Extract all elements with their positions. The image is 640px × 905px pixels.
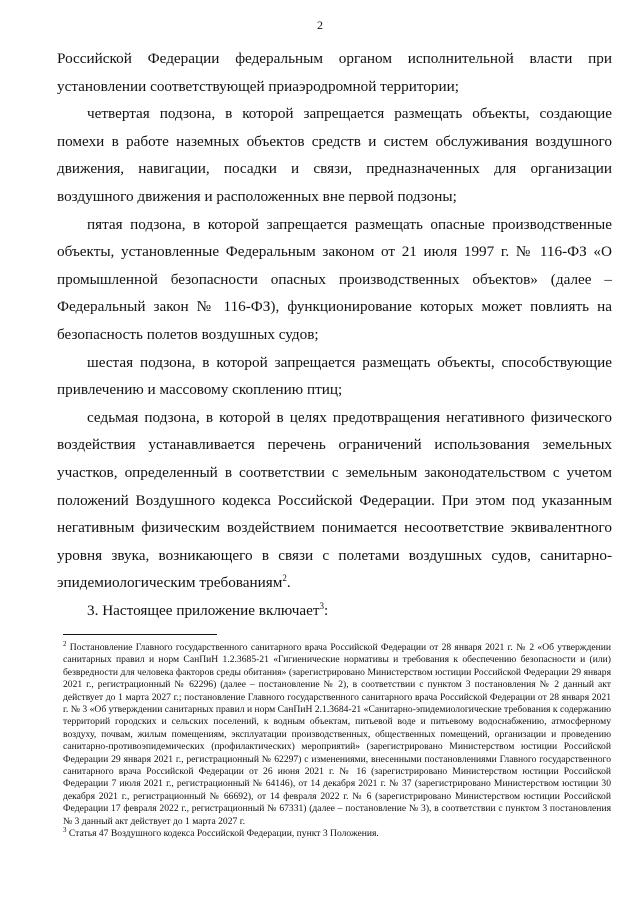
paragraph-text: седьмая подзона, в которой в целях предотвращения негативного физического воздействия устанавливается перечень ограничений использования земельных участков, определенный в соответствии с земельным законодательством с учетом положений Воздушного кодекса Российской Федерации. При этом под указанным негативным физическим воздействием понимается несоответствие эквивалентного уровня звука, возникающего в связи с полетами воздушных судов, санитарно-эпидемиологическим требованиям: [57, 408, 612, 592]
footnote: [63, 825, 611, 840]
footnote-text: Постановление Главного государственного санитарного врача Российской Федерации от 28 января 2021 г. № 2 «Об утверждении санитарных правил и норм СанПиН 1.2.3685-21 «Гигиенические нормативы и требования к обеспечению безопасности и (или) безвредности для человека факторов среды обитания» (зарегистрировано Министерством юстиции Российской Федерации 29 января 2021 г., регистрационный № 62296) (далее – постановление № 2), в соответствии с пунктом 3 постановления № 2 данный акт действует до 1 марта 2027 г.; постановление Главного государственного санитарного врача Российской Федерации от 28 января 2021 г. № 3 «Об утверждении санитарных правил и норм СанПиН 2.1.3684-21 «Санитарно-эпидемиологические требования к содержанию территорий городских и сельских поселений, к водным объектам, питьевой воде и питьевому водоснабжению, атмосферному воздуху, почвам, жилым помещениям, эксплуатации производственных, общественных помещений, организации и проведению санитарно-противоэпидемических (профилактических) мероприятий» (зарегистрировано Министерством юстиции Российской Федерации 29 января 2021 г., регистрационный № 62297) с изменениями, внесенными постановлениями Главного государственного санитарного врача Российской Федерации от 26 июня 2021 г. № 16 (зарегистрировано Министерством юстиции Российской Федерации 7 июля 2021 г., регистрационный № 64146), от 14 декабря 2021 г. № 37 (зарегистрировано Министерством юстиции 30 декабря 2021 г., регистрационный № 66692), от 14 февраля 2022 г. № 6 (зарегистрировано Министерством юстиции Российской Федерации 17 февраля 2022 г., регистрационный № 67331) (далее – постановление № 3), в соответствии с пунктом 3 постановления № 3 данный акт действует до 1 марта 2027 г.: [63, 642, 611, 827]
paragraph-continuation: [57, 45, 612, 100]
footnote-separator: [63, 634, 217, 635]
paragraph-text: Российской Федерации федеральным органом исполнительной власти при установлении соответствующей приаэродромной территории;: [57, 50, 612, 95]
body-text: [57, 45, 612, 624]
paragraph-sixth-subzone: [57, 349, 612, 404]
paragraph-seventh-subzone: [57, 404, 612, 597]
paragraph-tail: :: [323, 601, 329, 619]
paragraph-text: четвертая подзона, в которой запрещается размещать объекты, создающие помехи в работе наземных объектов средств и систем обслуживания воздушного движения, навигации, посадки и связи, предназначенных для организации воздушного движения и расположенных вне первой подзоны;: [57, 105, 612, 205]
paragraph-tail: .: [286, 574, 291, 592]
paragraph-text: пятая подзона, в которой запрещается размещать опасные производственные объекты, установленные Федеральным законом от 21 июля 1997 г. № 116-ФЗ «О промышленной безопасности опасных производственных объектов» (далее – Федеральный закон № 116-ФЗ), функционирование которых может повлиять на безопасность полетов воздушных судов;: [57, 215, 612, 343]
paragraph-text: 3. Настоящее приложение включает: [87, 601, 320, 619]
footnote-mark: 2: [63, 639, 67, 648]
footnotes: [63, 639, 611, 841]
paragraph-text: шестая подзона, в которой запрещается размещать объекты, способствующие привлечению и массовому скоплению птиц;: [57, 353, 612, 399]
footnote-reference: 2: [282, 573, 287, 584]
footnote: [63, 639, 611, 828]
footnote-reference: 3: [319, 600, 324, 611]
paragraph-section-3: [57, 597, 612, 625]
footnote-mark: 3: [63, 825, 67, 834]
footnote-text: Статья 47 Воздушного кодекса Российской Федерации, пункт 3 Положения.: [68, 828, 379, 840]
paragraph-fourth-subzone: [57, 100, 612, 210]
page-number: 2: [317, 18, 323, 32]
paragraph-fifth-subzone: [57, 211, 612, 349]
